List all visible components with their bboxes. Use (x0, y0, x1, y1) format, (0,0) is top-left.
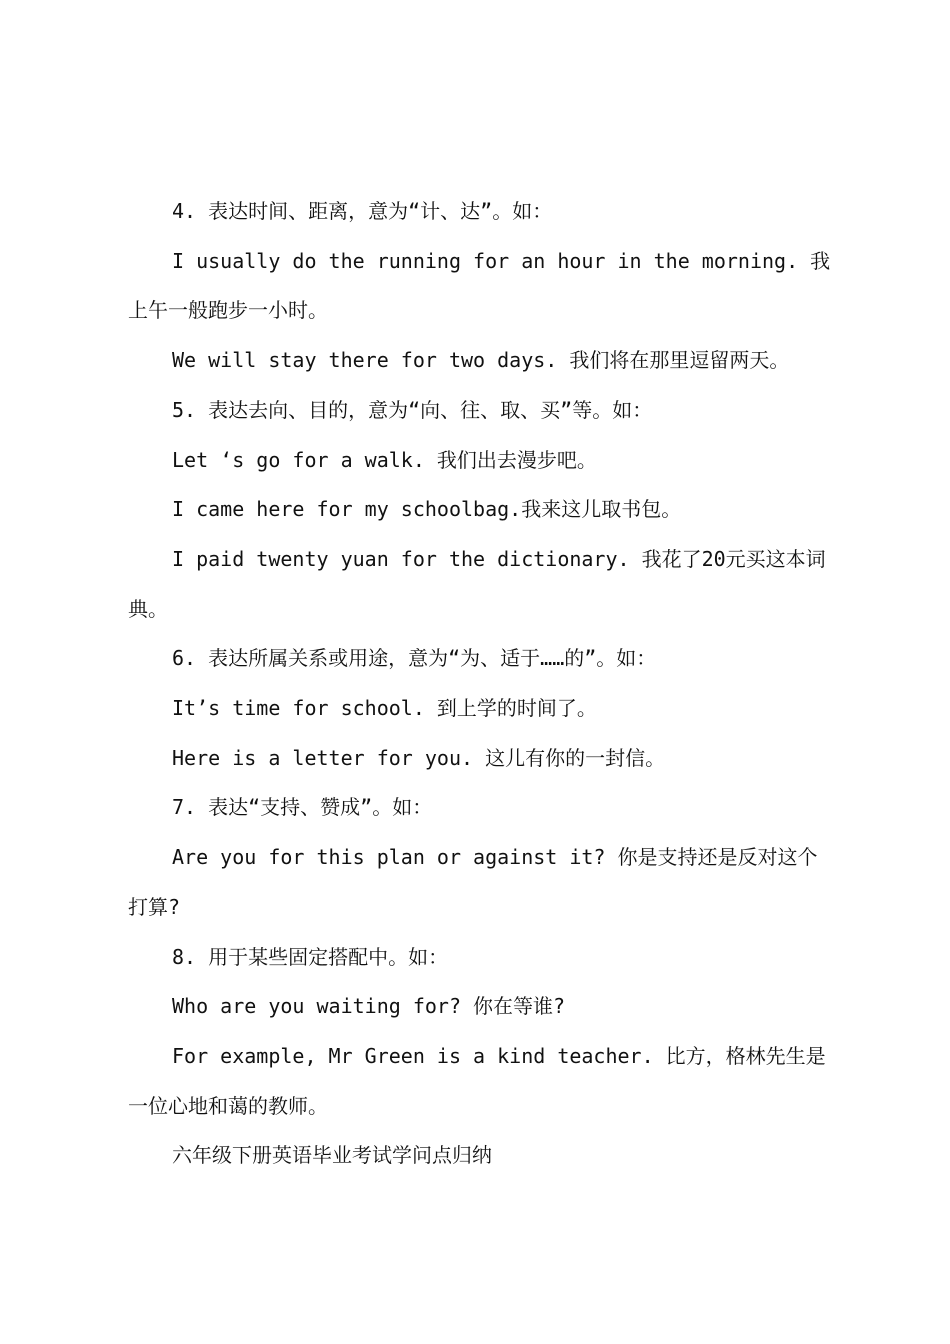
example-sentence: I paid twenty yuan for the dictionary. 我花了20元买这本词典。 (128, 546, 826, 621)
example-sentence: It’s time for school. 到上学的时间了。 (172, 696, 597, 721)
example-sentence: Who are you waiting for? 你在等谁? (172, 994, 566, 1019)
example-sentence: I came here for my schoolbag.我来这儿取书包。 (172, 497, 682, 522)
heading-item-8: 8. 用于某些固定搭配中。如： (172, 944, 449, 969)
heading-item-4: 4. 表达时间、距离，意为“计、达”。如： (172, 199, 553, 223)
example-sentence: I usually do the running for an hour in the morning. 我上午一般跑步一小时。 (128, 248, 831, 323)
example-sentence: We will stay there for two days. 我们将在那里逗留两天。 (172, 348, 790, 373)
example-sentence: Let ‘s go for a walk. 我们出去漫步吧。 (172, 447, 597, 472)
document-body (128, 187, 834, 1181)
heading-item-5: 5. 表达去向、目的，意为“向、往、取、买”等。如： (172, 397, 653, 422)
example-sentence: For example, Mr Green is a kind teacher. 比方，格林先生是一位心地和蔼的教师。 (128, 1043, 826, 1118)
heading-item-6: 6. 表达所属关系或用途，意为“为、适于……的”。如： (172, 646, 657, 671)
example-sentence: Here is a letter for you. 这儿有你的一封信。 (172, 745, 666, 770)
section-title: 六年级下册英语毕业考试学问点归纳 (172, 1143, 492, 1168)
example-sentence: Are you for this plan or against it? 你是支持还是反对这个打算? (128, 845, 818, 919)
heading-item-7: 7. 表达“支持、赞成”。如： (172, 795, 433, 820)
